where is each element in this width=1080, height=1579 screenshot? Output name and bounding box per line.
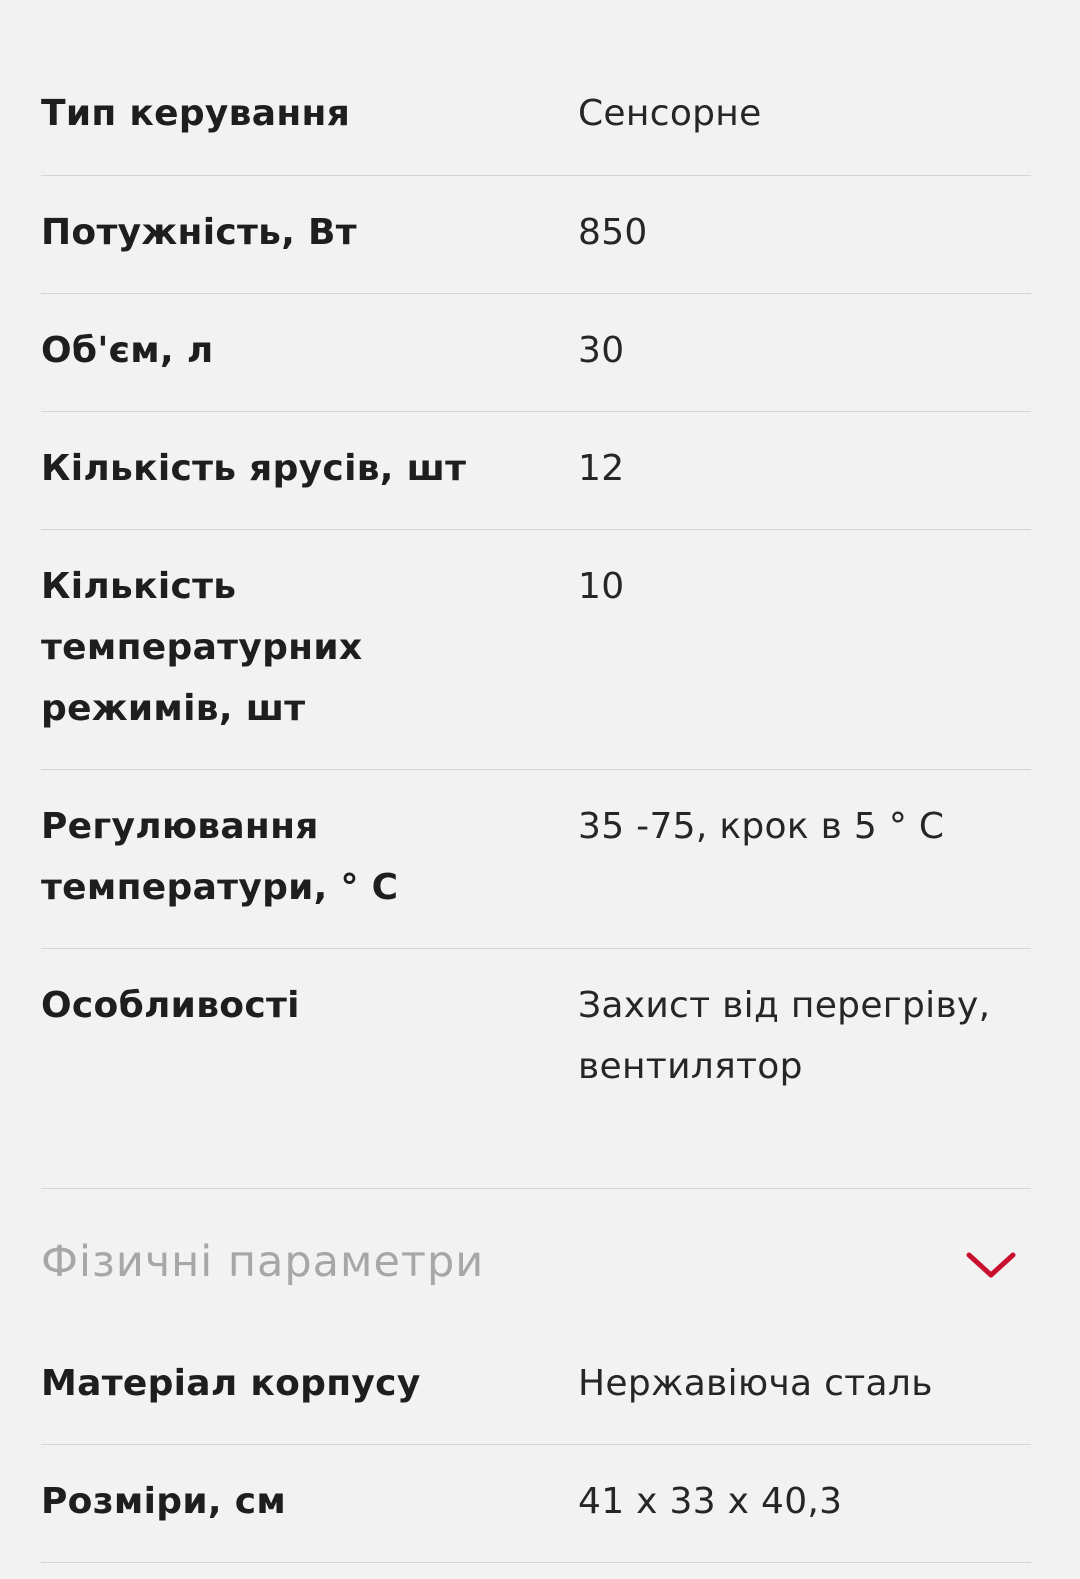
spec-value: 850 xyxy=(578,212,648,253)
spec-row-temperature-control xyxy=(41,770,1031,949)
specifications-list xyxy=(41,0,1031,1563)
spec-row-body-material xyxy=(41,1327,1031,1445)
spec-label: Регулювання температури, ° С xyxy=(41,806,399,908)
section-title: Фізичні параметри xyxy=(41,1237,485,1287)
spec-row-power xyxy=(41,176,1031,294)
spec-label: Матеріал корпусу xyxy=(41,1363,421,1404)
spec-row-dimensions xyxy=(41,1445,1031,1563)
spec-value: 12 xyxy=(578,448,625,489)
physical-parameters-toggle[interactable] xyxy=(41,1189,1031,1327)
spec-value: 35 -75, крок в 5 ° С xyxy=(578,806,945,847)
spec-label: Об'єм, л xyxy=(41,330,214,371)
spec-label: Розміри, см xyxy=(41,1481,287,1522)
spec-label: Тип керування xyxy=(41,93,351,134)
spec-label: Кількість температурних режимів, шт xyxy=(41,566,363,729)
chevron-down-icon[interactable] xyxy=(965,1249,1017,1281)
spec-label: Потужність, Вт xyxy=(41,212,357,253)
spec-value: 41 х 33 х 40,3 xyxy=(578,1481,843,1522)
spec-value: Сенсорне xyxy=(578,93,762,134)
spec-value: Захист від перегріву, вентилятор xyxy=(578,985,991,1087)
spec-value: 30 xyxy=(578,330,625,371)
spec-row-features xyxy=(41,949,1031,1189)
spec-row-tiers xyxy=(41,412,1031,530)
spec-row-volume xyxy=(41,294,1031,412)
spec-label: Особливості xyxy=(41,985,300,1026)
spec-row-temperature-modes xyxy=(41,530,1031,770)
spec-label: Кількість ярусів, шт xyxy=(41,448,467,489)
spec-value: Нержавіюча сталь xyxy=(578,1363,933,1404)
spec-row-control-type xyxy=(41,0,1031,176)
spec-value: 10 xyxy=(578,566,625,607)
